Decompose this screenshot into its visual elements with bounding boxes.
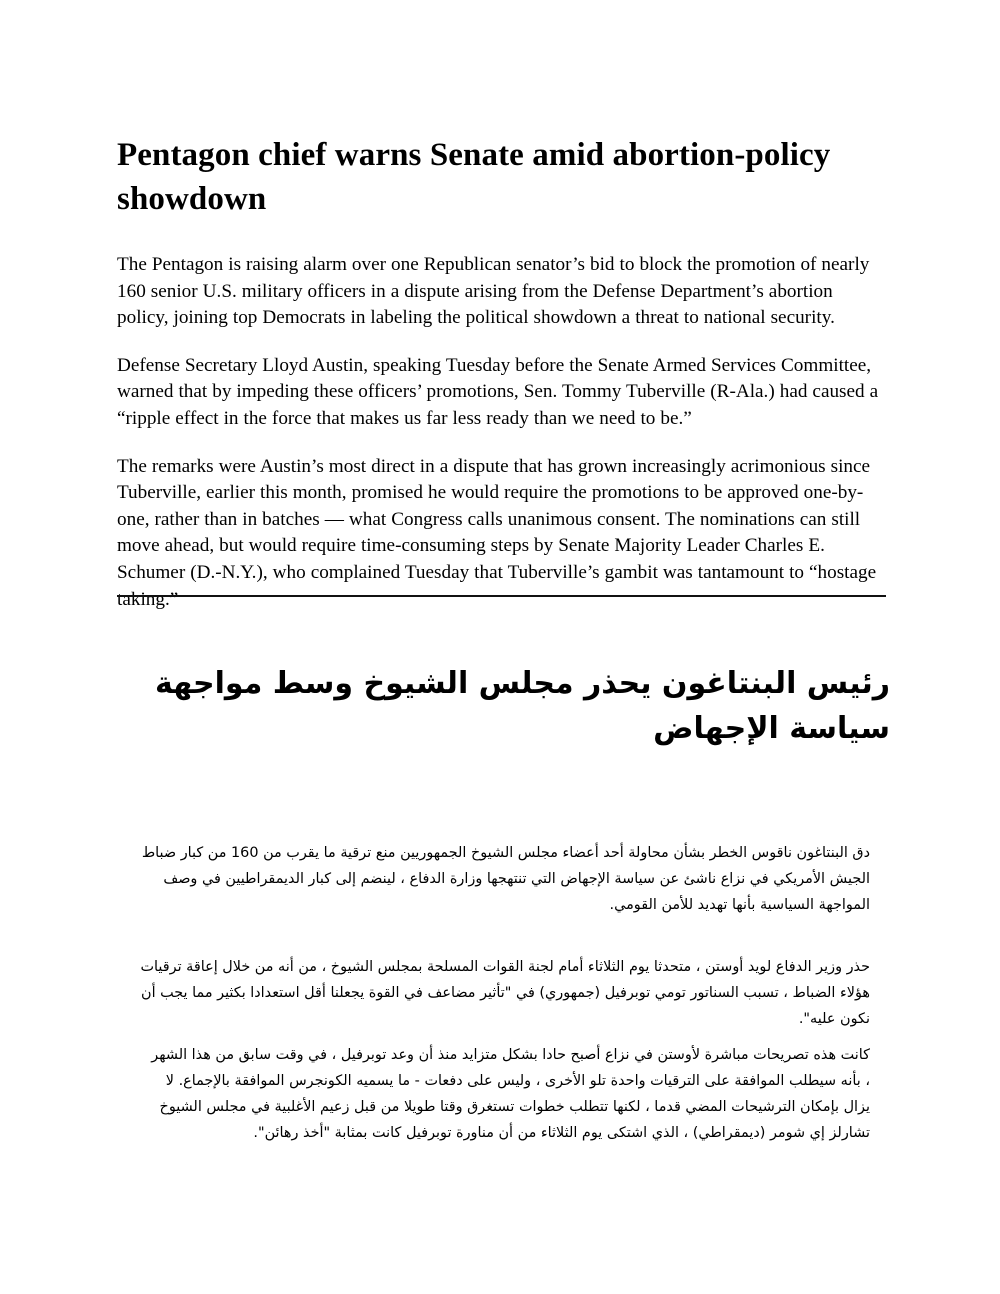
english-paragraph-1: The Pentagon is raising alarm over one Republican senator’s bid to block the promotion of nearly 160 senior U.S. military officers in a dispute arising from the Defense Department’s abortion policy, joining top Democrats in labeling the political showdown a threat to national security. [117,254,870,329]
arabic-paragraph-1: دق البنتاغون ناقوس الخطر بشأن محاولة أحد أعضاء مجلس الشيوخ الجمهوريين منع ترقية ما يقرب من 160 من كبار ضباط الجيش الأمريكي في نزاع ناشئ عن سياسة الإجهاض التي تنتهجها وزارة الدفاع ، لينضم إلى كبار الديمقراطيين في وصف المواجهة السياسية بأنها تهديد للأمن القومي. [141,845,870,913]
arabic-page-title: رئيس البنتاغون يحذر مجلس الشيوخ وسط مواجهة سياسة الإجهاض [155,665,890,747]
page-title: Pentagon chief warns Senate amid abortion-policy showdown [117,137,831,217]
arabic-paragraph-2: حذر وزير الدفاع لويد أوستن ، متحدثا يوم الثلاثاء أمام لجنة القوات المسلحة بمجلس الشيوخ ، من أنه من خلال إعاقة ترقيات هؤلاء الضباط ، تسبب السناتور تومي توبرفيل (جمهوري) في "تأثير مضاعف في القوة يجعلنا أقل استعدادا بكثير مما يجب أن نكون عليه". [140,959,870,1027]
english-paragraph-2: Defense Secretary Lloyd Austin, speaking Tuesday before the Senate Armed Services Committee, warned that by impeding these officers’ promotions, Sen. Tommy Tuberville (R-Ala.) had caused a “ripple effect in the force that makes us far less ready than we need to be.” [117,354,879,429]
section-divider [117,595,886,597]
arabic-article-body [110,840,870,1146]
english-article-body [117,252,889,613]
arabic-paragraph-3: كانت هذه تصريحات مباشرة لأوستن في نزاع أصبح حادا بشكل متزايد منذ أن وعد توبرفيل ، في وقت سابق من هذا الشهر ، بأنه سيطلب الموافقة على الترقيات واحدة تلو الأخرى ، وليس على دفعات - ما يسميه الكونجرس الموافقة بالإجماع. لا يزال بإمكان الترشيحات المضي قدما ، لكنها تتطلب خطوات تستغرق وقتا طويلا من قبل زعيم الأغلبية في مجلس الشيوخ تشارلز إي شومر (ديمقراطي) ، الذي اشتكى يوم الثلاثاء من أن مناورة توبرفيل كانت بمثابة "أخذ رهائن". [151,1047,870,1141]
english-paragraph-3: The remarks were Austin’s most direct in a dispute that has grown increasingly acrimonious since Tuberville, earlier this month, promised he would require the promotions to be approved one-by-one, rather than in batches — what Congress calls unanimous consent. The nominations can still move ahead, but would require time-consuming steps by Senate Majority Leader Charles E. Schumer (D.-N.Y.), who complained Tuesday that Tuberville’s gambit was tantamount to “hostage taking.” [117,455,877,610]
